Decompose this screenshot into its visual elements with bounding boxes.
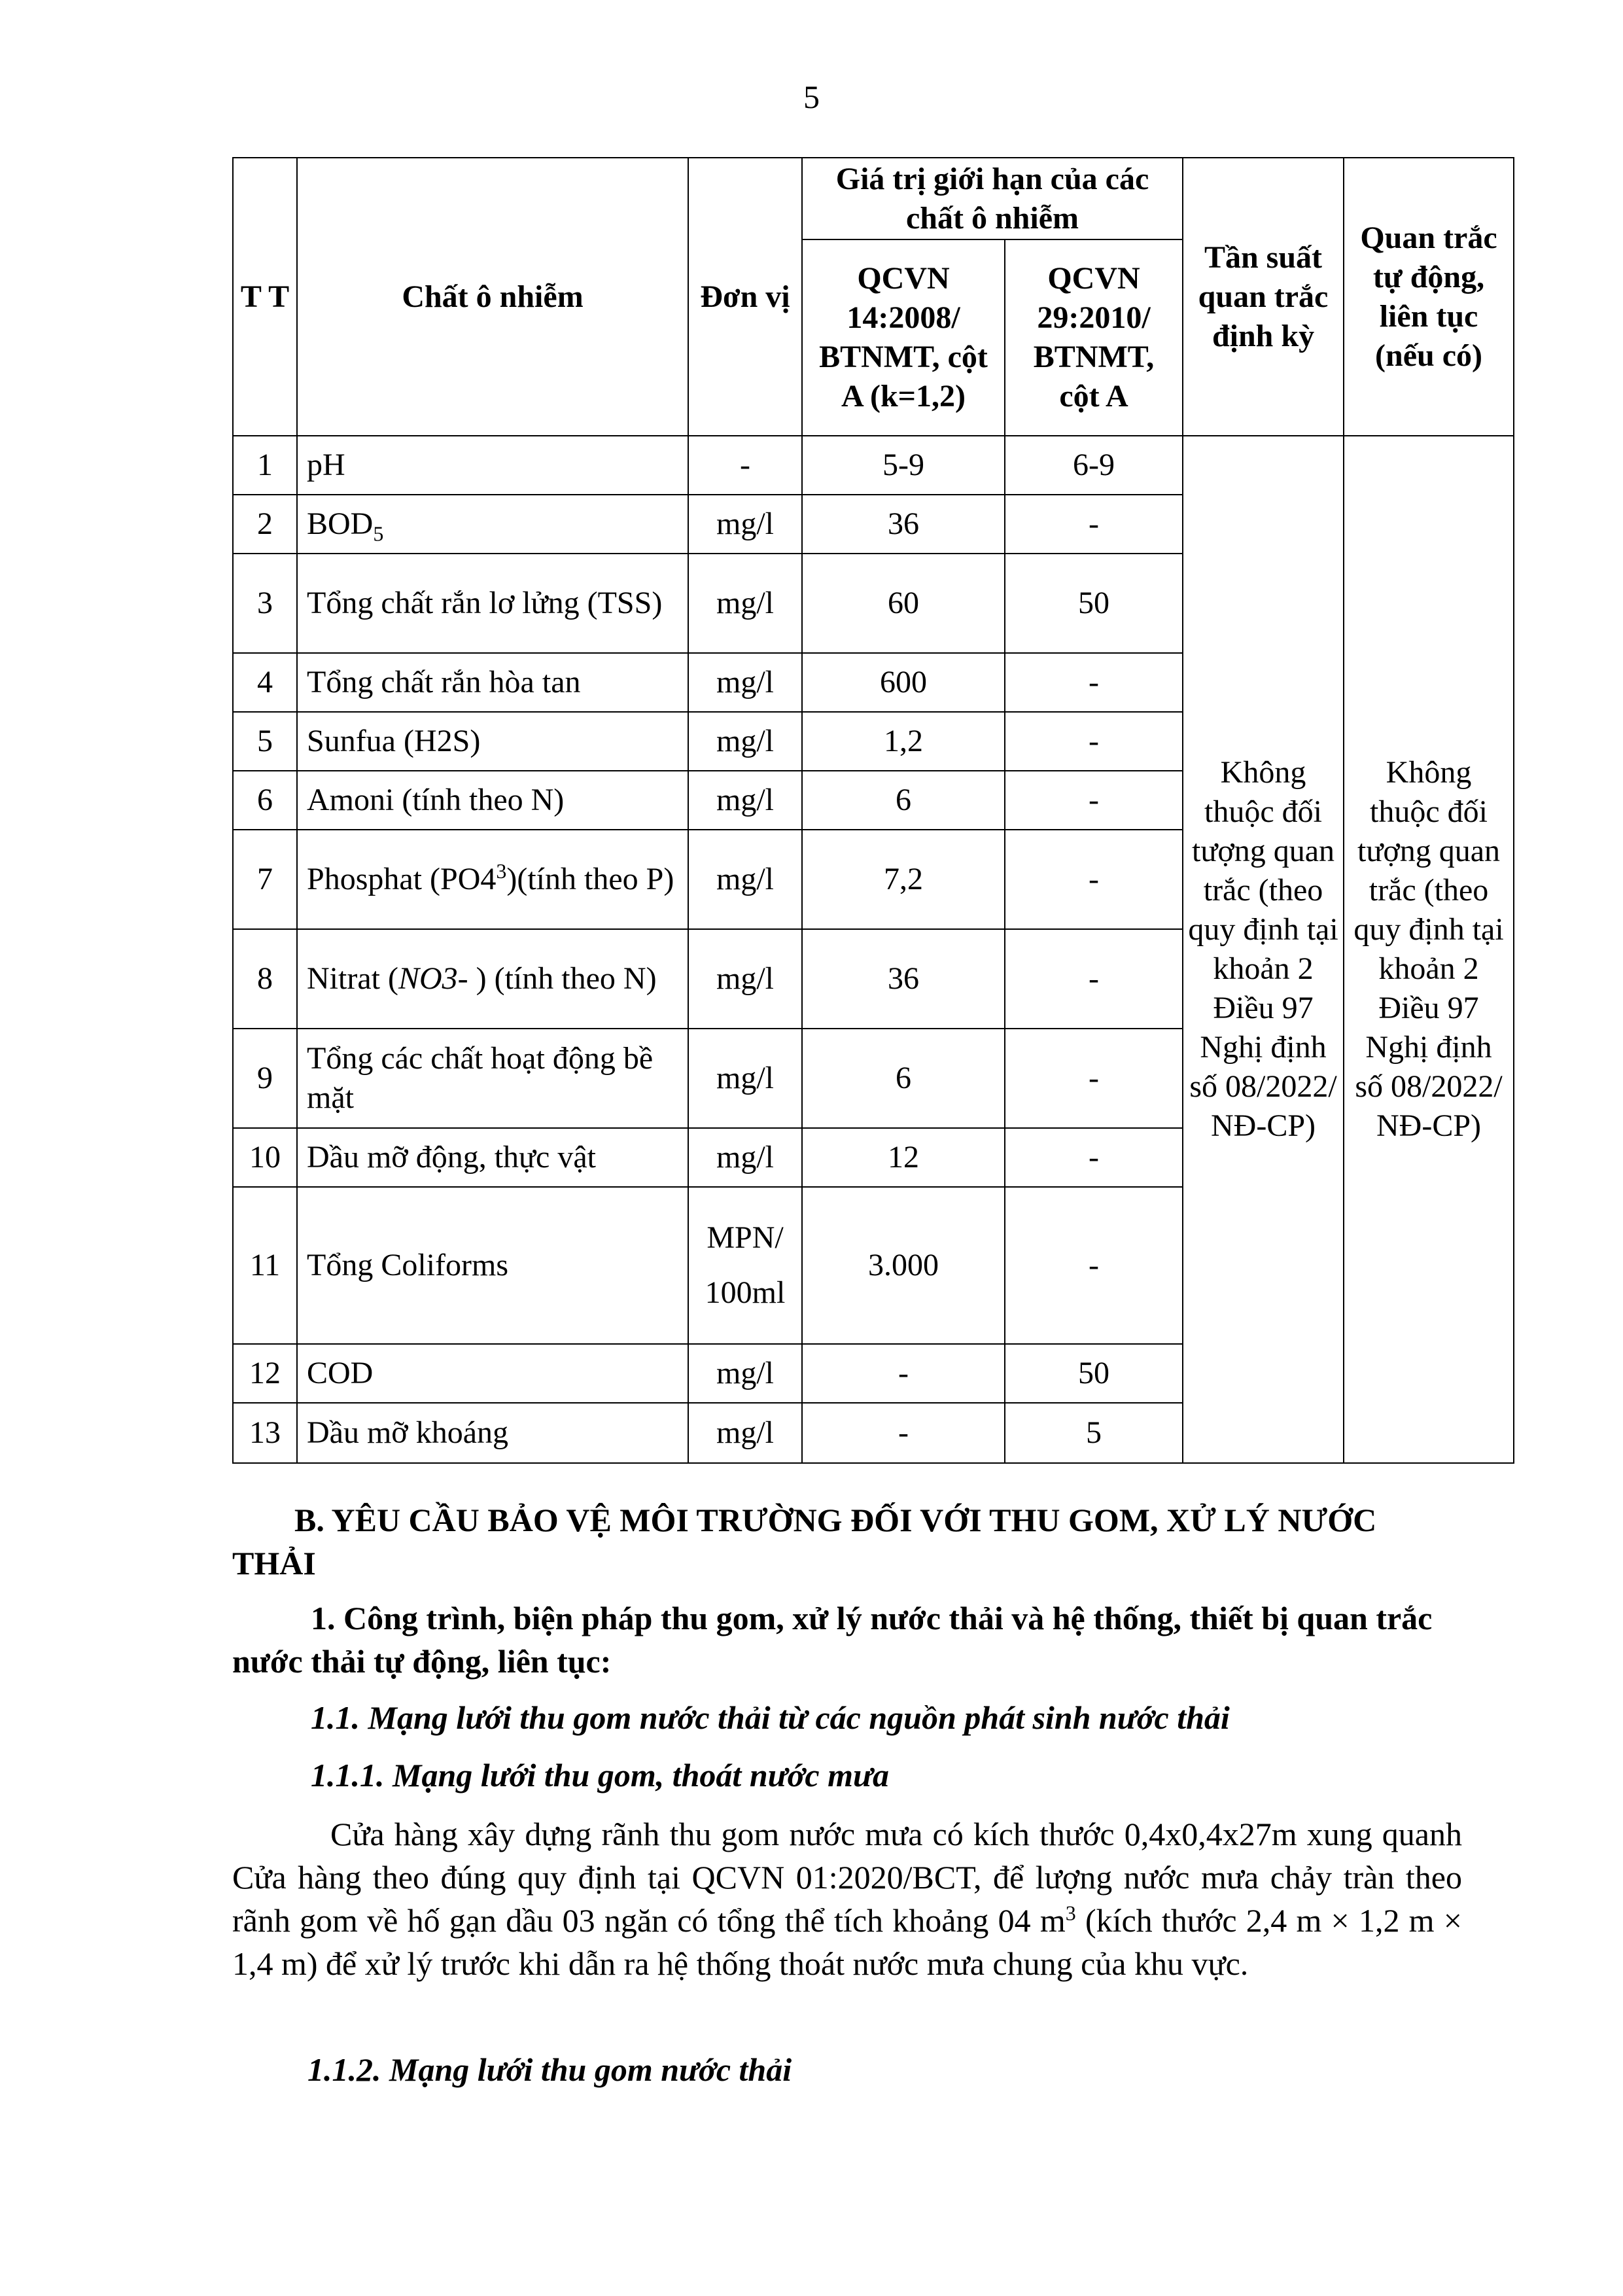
section-b-title: B. YÊU CẦU BẢO VỆ MÔI TRƯỜNG ĐỐI VỚI THU GOM, XỬ LÝ NƯỚC THẢI [232, 1502, 1377, 1581]
pollutant-limits-table [232, 157, 1514, 1464]
row-qcvn-14: 60 [802, 554, 1005, 653]
row-unit: - [688, 436, 802, 495]
row-tt: 6 [233, 771, 297, 830]
row-pollutant: Tổng Coliforms [297, 1187, 688, 1344]
header-frequency: Tần suất quan trắc định kỳ [1183, 158, 1344, 436]
row-qcvn-29: - [1005, 495, 1183, 554]
row-qcvn-29: - [1005, 653, 1183, 712]
row-tt: 1 [233, 436, 297, 495]
auto-monitoring-note: Không thuộc đối tượng quan trắc (theo quy định tại khoản 2 Điều 97 Nghị định số 08/2022/ NĐ-CP) [1344, 436, 1514, 1463]
row-unit: mg/l [688, 1344, 802, 1403]
row-pollutant: pH [297, 436, 688, 495]
stormwater-paragraph: Cửa hàng xây dựng rãnh thu gom nước mưa có kích thước 0,4x0,4x27m xung quanh Cửa hàng theo đúng quy định tại QCVN 01:2020/BCT, để lượng nước mưa chảy tràn theo rãnh gom về hố gạn dầu 03 ngăn có tổng thể tích khoảng 04 $m^3$ (kích thước 2,4 m × 1,2 m × 1,4 m) để xử lý trước khi dẫn ra hệ thống thoát nước mưa chung của khu vực. [232, 1816, 1462, 1982]
row-qcvn-29: 50 [1005, 554, 1183, 653]
row-qcvn-14: 600 [802, 653, 1005, 712]
header-auto-monitoring: Quan trắc tự động, liên tục (nếu có) [1344, 158, 1514, 436]
header-unit: Đơn vị [688, 158, 802, 436]
row-unit: mg/l [688, 771, 802, 830]
row-qcvn-14: 7,2 [802, 830, 1005, 929]
row-unit: mg/l [688, 929, 802, 1029]
row-pollutant: Tổng chất rắn hòa tan [297, 653, 688, 712]
row-qcvn-14: 1,2 [802, 712, 1005, 771]
row-qcvn-29: - [1005, 929, 1183, 1029]
row-pollutant: $BOD_5$ [297, 495, 688, 554]
page-number: 5 [803, 79, 820, 115]
row-qcvn-29: - [1005, 1128, 1183, 1187]
row-qcvn-14: 3.000 [802, 1187, 1005, 1344]
row-unit: mg/l [688, 712, 802, 771]
row-tt: 5 [233, 712, 297, 771]
row-tt: 4 [233, 653, 297, 712]
row-tt: 11 [233, 1187, 297, 1344]
row-qcvn-29: - [1005, 712, 1183, 771]
row-pollutant: COD [297, 1344, 688, 1403]
row-unit: mg/l [688, 554, 802, 653]
row-qcvn-14: 36 [802, 929, 1005, 1029]
section-1-heading: 1. Công trình, biện pháp thu gom, xử lý nước thải và hệ thống, thiết bị quan trắc nước thải tự động, liên tục: [232, 1600, 1433, 1680]
row-tt: 7 [233, 830, 297, 929]
row-tt: 12 [233, 1344, 297, 1403]
header-pollutant: Chất ô nhiễm [297, 158, 688, 436]
row-qcvn-14: 36 [802, 495, 1005, 554]
row-pollutant: Tổng các chất hoạt động bề mặt [297, 1029, 688, 1128]
row-unit: mg/l [688, 653, 802, 712]
row-unit: mg/l [688, 1029, 802, 1128]
row-qcvn-29: 6-9 [1005, 436, 1183, 495]
row-unit: MPN/ 100ml [688, 1187, 802, 1344]
row-pollutant: Tổng chất rắn lơ lửng (TSS) [297, 554, 688, 653]
row-unit: mg/l [688, 495, 802, 554]
row-qcvn-14: 5-9 [802, 436, 1005, 495]
row-unit: mg/l [688, 1403, 802, 1463]
row-qcvn-29: - [1005, 1187, 1183, 1344]
row-tt: 10 [233, 1128, 297, 1187]
row-unit: mg/l [688, 1128, 802, 1187]
row-qcvn-29: - [1005, 830, 1183, 929]
row-tt: 2 [233, 495, 297, 554]
header-qcvn-14: QCVN 14:2008/ BTNMT, cột A (k=1,2) [802, 239, 1005, 436]
row-qcvn-14: - [802, 1403, 1005, 1463]
row-pollutant: Phosphat $(PO4^3)(tính$ theo P) [297, 830, 688, 929]
row-tt: 8 [233, 929, 297, 1029]
row-qcvn-29: 5 [1005, 1403, 1183, 1463]
row-tt: 13 [233, 1403, 297, 1463]
row-unit: mg/l [688, 830, 802, 929]
row-qcvn-29: - [1005, 1029, 1183, 1128]
row-tt: 9 [233, 1029, 297, 1128]
row-pollutant: Sunfua (H2S) [297, 712, 688, 771]
section-1-1-heading: 1.1. Mạng lưới thu gom nước thải từ các nguồn phát sinh nước thải [311, 1699, 1230, 1736]
row-pollutant: Amoni (tính theo N) [297, 771, 688, 830]
row-tt: 3 [233, 554, 297, 653]
header-tt: T T [233, 158, 297, 436]
section-1-1-2-heading: 1.1.2. Mạng lưới thu gom nước thải [307, 2051, 792, 2088]
row-pollutant: Dầu mỡ động, thực vật [297, 1128, 688, 1187]
row-qcvn-14: 12 [802, 1128, 1005, 1187]
row-qcvn-14: - [802, 1344, 1005, 1403]
row-qcvn-29: 50 [1005, 1344, 1183, 1403]
section-1-1-1-heading: 1.1.1. Mạng lưới thu gom, thoát nước mưa [311, 1757, 889, 1793]
table-row [233, 436, 1514, 495]
row-pollutant: Nitrat (NO3- ) (tính theo N) [297, 929, 688, 1029]
frequency-note: Không thuộc đối tượng quan trắc (theo quy định tại khoản 2 Điều 97 Nghị định số 08/2022/ NĐ-CP) [1183, 436, 1344, 1463]
row-qcvn-29: - [1005, 771, 1183, 830]
row-qcvn-14: 6 [802, 771, 1005, 830]
row-pollutant: Dầu mỡ khoáng [297, 1403, 688, 1463]
header-limit-group: Giá trị giới hạn của các chất ô nhiễm [802, 158, 1183, 239]
row-qcvn-14: 6 [802, 1029, 1005, 1128]
header-qcvn-29: QCVN 29:2010/ BTNMT, cột A [1005, 239, 1183, 436]
